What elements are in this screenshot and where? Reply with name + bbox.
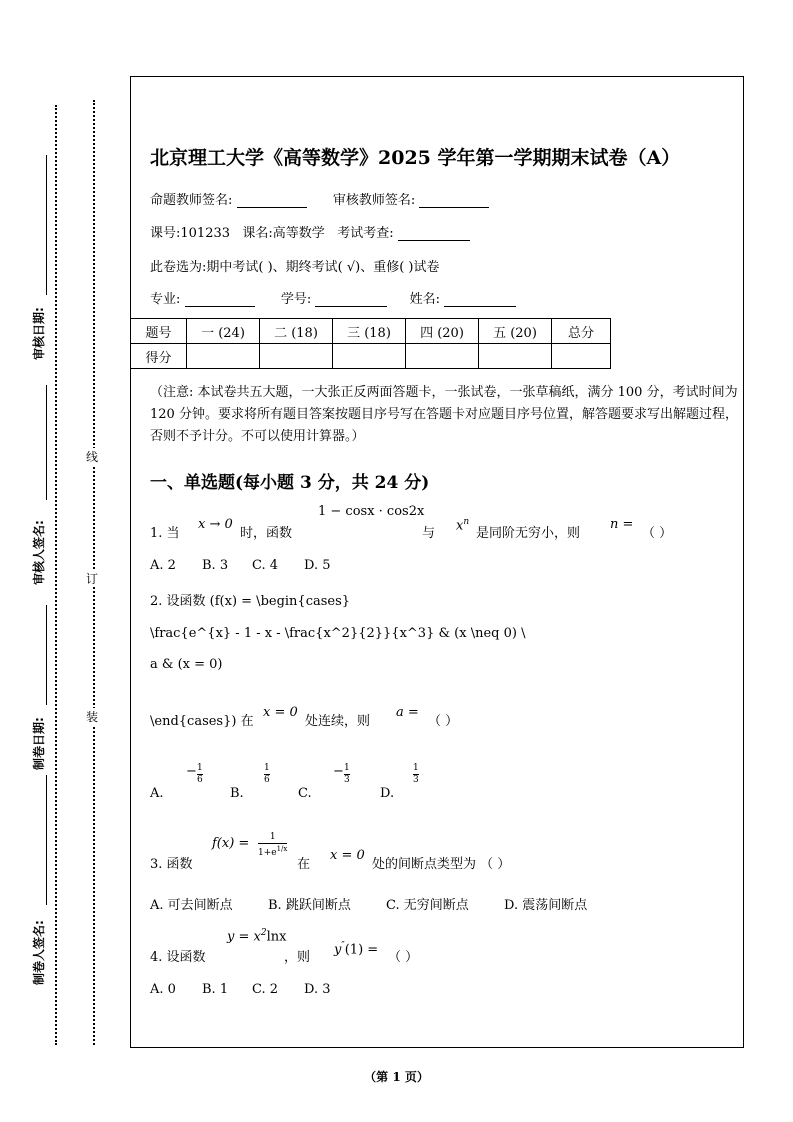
q4-function: $y = x^2\ln x$	[227, 928, 287, 945]
exam-type-label: 考试考查:	[337, 226, 394, 241]
q3-option-d[interactable]: D. 震荡间断点	[504, 898, 588, 913]
q2-x-equals-0: x = 0	[263, 705, 298, 720]
score-value-row	[131, 344, 611, 369]
q1-option-d[interactable]: D. 5	[304, 558, 331, 573]
q1-mid: 时，函数	[240, 526, 293, 541]
q4-option-c[interactable]: C. 2	[252, 982, 279, 997]
q4-option-a[interactable]: A. 0	[150, 982, 176, 997]
q1-with: 与	[422, 526, 436, 541]
score-header-cell: 题号	[131, 319, 187, 344]
score-header-cell: 二 (18)	[260, 319, 333, 344]
q3-prefix: 3. 函数	[150, 857, 193, 872]
score-cell[interactable]	[552, 344, 611, 369]
student-id-blank[interactable]	[315, 294, 387, 307]
q4-prefix: 4. 设函数	[150, 950, 206, 965]
score-header-cell: 三 (18)	[333, 319, 406, 344]
score-header-cell: 四 (20)	[406, 319, 479, 344]
q2-line-4-mid: 处连续，则	[305, 714, 371, 729]
course-name: 课名:高等数学	[242, 226, 325, 241]
score-cell[interactable]	[406, 344, 479, 369]
major-blank[interactable]	[185, 294, 255, 307]
reviewer-blank[interactable]	[419, 195, 489, 208]
q2-option-d[interactable]: D.	[380, 786, 395, 801]
score-header-cell: 总分	[552, 319, 611, 344]
student-id-label: 学号:	[280, 292, 312, 307]
q1-tail: 是同阶无穷小，则	[476, 526, 581, 541]
reviewer-sign-label: 审核人签名:	[32, 520, 46, 585]
q3-fraction: 1 $1+e^{1/x}$	[258, 832, 288, 858]
q4-then: ，则	[284, 950, 311, 965]
q2-option-b-frac: 1 6	[264, 763, 270, 785]
q2-option-c-frac: 1 3	[344, 763, 350, 785]
q3-at: 在	[297, 857, 311, 872]
q4-second-derivative: y″(1) =	[334, 941, 379, 958]
q1-option-b[interactable]: B. 3	[202, 558, 229, 573]
score-header-row	[131, 319, 611, 344]
section-1-title: 一、单选题(每小题 3 分，共 24 分)	[150, 473, 430, 493]
q3-option-c[interactable]: C. 无穷间断点	[386, 898, 469, 913]
q1-n-equals: n =	[610, 517, 634, 532]
page-number: （第 1 页）	[364, 1070, 429, 1084]
course-row	[150, 222, 470, 241]
course-no: 课号:101233	[150, 226, 231, 241]
score-cell[interactable]	[260, 344, 333, 369]
q2-line-3: a & (x = 0)	[150, 657, 223, 672]
q3-option-b[interactable]: B. 跳跃间断点	[268, 898, 351, 913]
setter-label: 命题教师签名:	[150, 193, 233, 208]
binding-char-ding: 订	[86, 572, 99, 586]
setter-sign-line	[46, 775, 47, 905]
q2-line-4-prefix: \end{cases}) 在	[150, 714, 254, 729]
binding-char-zhuang: 装	[86, 710, 99, 724]
q1-condition: x → 0	[198, 517, 233, 532]
exam-title: 北京理工大学《高等数学》2025 学年第一学期期末试卷（A）	[150, 147, 681, 169]
q1-function: 1 − cosx · cos2x	[318, 504, 425, 519]
q2-option-c[interactable]: C.	[298, 786, 312, 801]
q2-option-a-minus: −	[186, 764, 197, 779]
binding-dotted-line-left	[55, 105, 57, 1045]
q2-line-1: 2. 设函数 (f(x) = \begin{cases}	[150, 594, 351, 609]
q2-option-b[interactable]: B.	[230, 786, 244, 801]
exam-notice: （注意: 本试卷共五大题，一大张正反两面答题卡，一张试卷，一张草稿纸，满分 100 分，考试时间为 120 分钟。要求将所有题目答案按题目序号写在答题卡对应题目序号位置，解答题要求写出解题过程，否则不予计分。不可以使用计算器。）	[150, 385, 738, 444]
score-cell[interactable]	[333, 344, 406, 369]
exam-type-blank[interactable]	[398, 228, 470, 241]
q4-answer-paren: （ ）	[388, 950, 419, 965]
major-label: 专业:	[150, 292, 181, 307]
q2-a-equals: a =	[396, 705, 419, 720]
score-header-cell: 一 (24)	[187, 319, 260, 344]
q2-option-d-frac: 1 3	[413, 763, 419, 785]
q1-prefix: 1. 当	[150, 526, 180, 541]
q2-line-2: \frac{e^{x} - 1 - x - \frac{x^2}{2}}{x^3} & (x \neq 0) \	[150, 626, 526, 641]
q1-option-c[interactable]: C. 4	[252, 558, 279, 573]
setter-date-label: 制卷日期:	[32, 717, 46, 770]
q2-option-a[interactable]: A.	[150, 786, 164, 801]
setter-sign-row	[150, 189, 489, 208]
q2-option-c-minus: −	[333, 764, 344, 779]
setter-date-line	[46, 605, 47, 705]
name-label: 姓名:	[409, 292, 441, 307]
name-blank[interactable]	[444, 294, 516, 307]
reviewer-sign-line	[46, 385, 47, 500]
setter-sign-label: 制卷人签名:	[32, 920, 46, 985]
q2-option-a-frac: 1 6	[197, 763, 203, 785]
q1-option-a[interactable]: A. 2	[150, 558, 176, 573]
q1-answer-paren: （ ）	[642, 526, 673, 541]
score-table	[130, 318, 611, 369]
q3-tail: 处的间断点类型为 （ ）	[372, 857, 511, 872]
score-header-cell: 五 (20)	[479, 319, 552, 344]
review-date-line	[46, 155, 47, 295]
q3-x-equals-0: x = 0	[330, 848, 365, 863]
score-cell[interactable]	[479, 344, 552, 369]
q4-option-d[interactable]: D. 3	[304, 982, 331, 997]
q3-fx: f(x) =	[212, 836, 250, 851]
q3-option-a[interactable]: A. 可去间断点	[150, 898, 233, 913]
reviewer-label: 审核教师签名:	[332, 193, 416, 208]
score-cell[interactable]	[187, 344, 260, 369]
setter-blank[interactable]	[237, 195, 307, 208]
q2-answer-paren: （ ）	[428, 714, 459, 729]
q1-xn: $x^n$	[456, 517, 470, 534]
student-info-row	[150, 288, 516, 307]
score-row-label: 得分	[131, 344, 187, 369]
q4-option-b[interactable]: B. 1	[202, 982, 229, 997]
review-date-label: 审核日期:	[32, 307, 46, 360]
exam-usage: 此卷选为:期中考试( )、期终考试( √)、重修( )试卷	[150, 260, 440, 275]
binding-char-xian: 线	[86, 450, 99, 464]
